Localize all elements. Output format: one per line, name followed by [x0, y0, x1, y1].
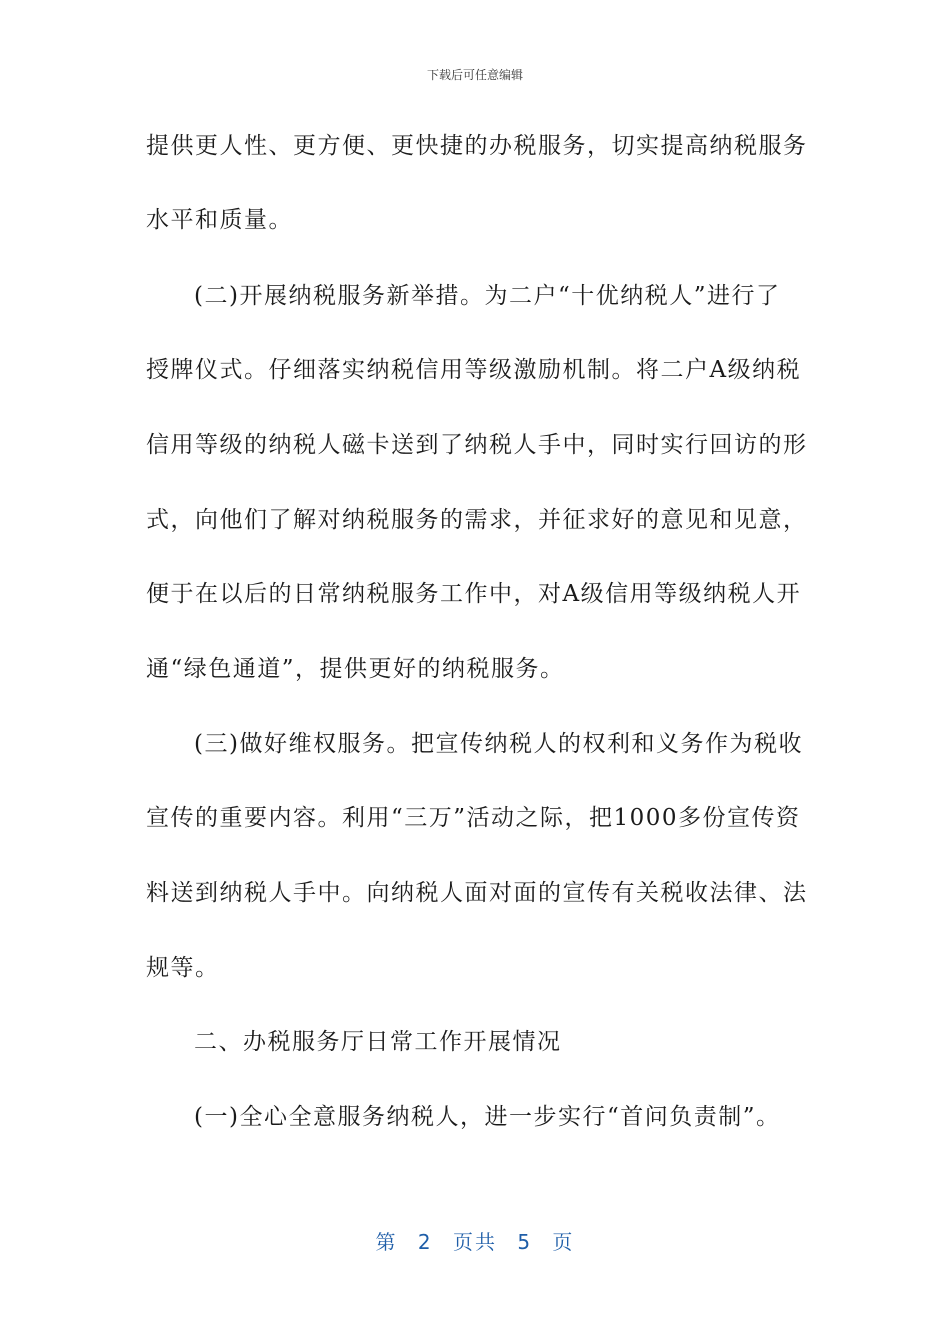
- body-line-11: 料送到纳税人手中。向纳税人面对面的宣传有关税收法律、法: [146, 880, 808, 906]
- body-line-1: 提供更人性、更方便、更快捷的办税服务，切实提高纳税服务: [146, 133, 808, 159]
- body-line-6: 式，向他们了解对纳税服务的需求，并征求好的意见和见意，: [146, 507, 808, 533]
- section-heading: 二、办税服务厅日常工作开展情况: [194, 1029, 562, 1055]
- body-line-4: 授牌仪式。仔细落实纳税信用等级激励机制。将二户A级纳税: [146, 357, 802, 383]
- body-line-14: (一)全心全意服务纳税人，进一步实行“首问负责制”。: [194, 1104, 781, 1130]
- body-line-3: (二)开展纳税服务新举措。为二户“十优纳税人”进行了: [194, 283, 781, 309]
- body-line-9: (三)做好维权服务。把宣传纳税人的权利和义务作为税收: [194, 731, 803, 757]
- body-line-7: 便于在以后的日常纳税服务工作中，对A级信用等级纳税人开: [146, 581, 802, 607]
- body-line-5: 信用等级的纳税人磁卡送到了纳税人手中，同时实行回访的形: [146, 432, 808, 458]
- body-line-2: 水平和质量。: [146, 207, 293, 233]
- page-number: 第 2 页共 5 页: [375, 1230, 575, 1254]
- body-line-12: 规等。: [146, 955, 220, 981]
- body-line-8: 通“绿色通道”，提供更好的纳税服务。: [146, 656, 565, 682]
- header-note: 下载后可任意编辑: [426, 68, 523, 82]
- body-line-10: 宣传的重要内容。利用“三万”活动之际，把1000多份宣传资: [146, 805, 801, 831]
